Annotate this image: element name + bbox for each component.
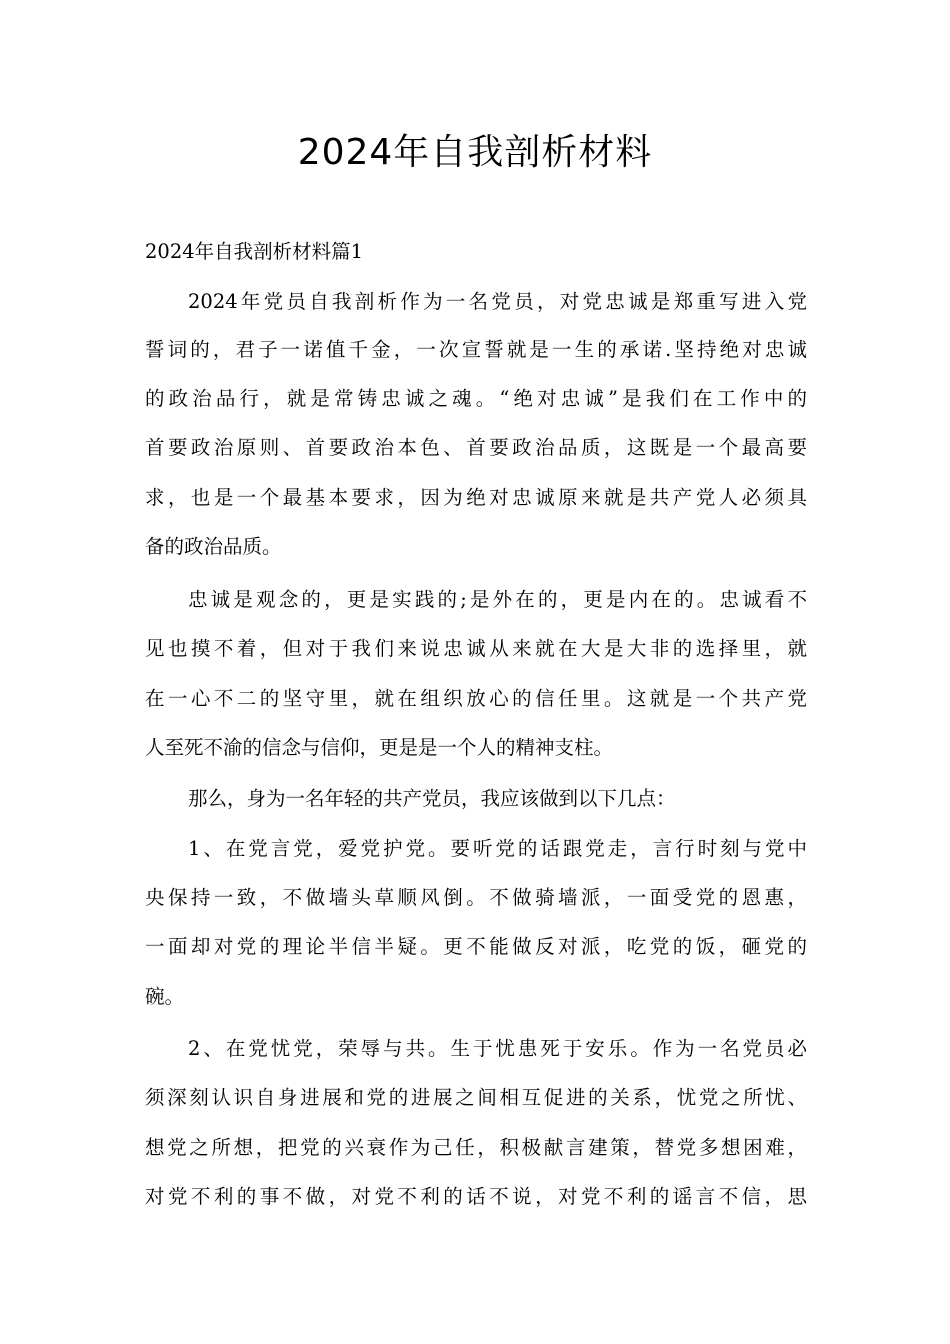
paragraph-5-line-1: 2、在党忧党，荣辱与共。生于忧患死于安乐。作为一名党员必 — [188, 1037, 807, 1060]
paragraph-3-line-1: 那么，身为一名年轻的共产党员，我应该做到以下几点： — [188, 787, 676, 810]
paragraph-1-line-1: 2024年党员自我剖析作为一名党员，对党忠诚是郑重写进入党 — [188, 290, 807, 313]
paragraph-2-line-1: 忠诚是观念的，更是实践的;是外在的，更是内在的。忠诚看不 — [188, 588, 807, 611]
document-title: 2024年自我剖析材料 — [297, 132, 653, 173]
section-heading: 2024年自我剖析材料篇1 — [145, 240, 364, 263]
paragraph-1-line-2: 誓词的，君子一诺值千金，一次宣誓就是一生的承诺.坚持绝对忠诚 — [145, 338, 807, 361]
paragraph-4-line-1: 1、在党言党，爱党护党。要听党的话跟党走，言行时刻与党中 — [188, 837, 807, 860]
paragraph-5-line-2: 须深刻认识自身进展和党的进展之间相互促进的关系，忧党之所忧、 — [145, 1086, 807, 1109]
paragraph-4-line-4: 碗。 — [145, 985, 185, 1008]
paragraph-5-line-3: 想党之所想，把党的兴衰作为己任，积极献言建策，替党多想困难， — [145, 1136, 807, 1159]
paragraph-2-line-4: 人至死不渝的信念与信仰，更是是一个人的精神支柱。 — [145, 736, 614, 759]
paragraph-1-line-5: 求，也是一个最基本要求，因为绝对忠诚原来就是共产党人必须具 — [145, 486, 807, 509]
paragraph-2-line-2: 见也摸不着，但对于我们来说忠诚从来就在大是大非的选择里，就 — [145, 637, 807, 660]
paragraph-1-line-6: 备的政治品质。 — [145, 535, 282, 558]
paragraph-1-line-4: 首要政治原则、首要政治本色、首要政治品质，这既是一个最高要 — [145, 436, 807, 459]
paragraph-2-line-3: 在一心不二的坚守里，就在组织放心的信任里。这就是一个共产党 — [145, 687, 807, 710]
paragraph-4-line-2: 央保持一致，不做墙头草顺风倒。不做骑墙派，一面受党的恩惠， — [145, 886, 807, 909]
paragraph-4-line-3: 一面却对党的理论半信半疑。更不能做反对派，吃党的饭，砸党的 — [145, 935, 807, 958]
paragraph-1-line-3: 的政治品行，就是常铸忠诚之魂。“绝对忠诚”是我们在工作中的 — [145, 387, 807, 410]
paragraph-5-line-4: 对党不利的事不做，对党不利的话不说，对党不利的谣言不信，思 — [145, 1185, 807, 1208]
